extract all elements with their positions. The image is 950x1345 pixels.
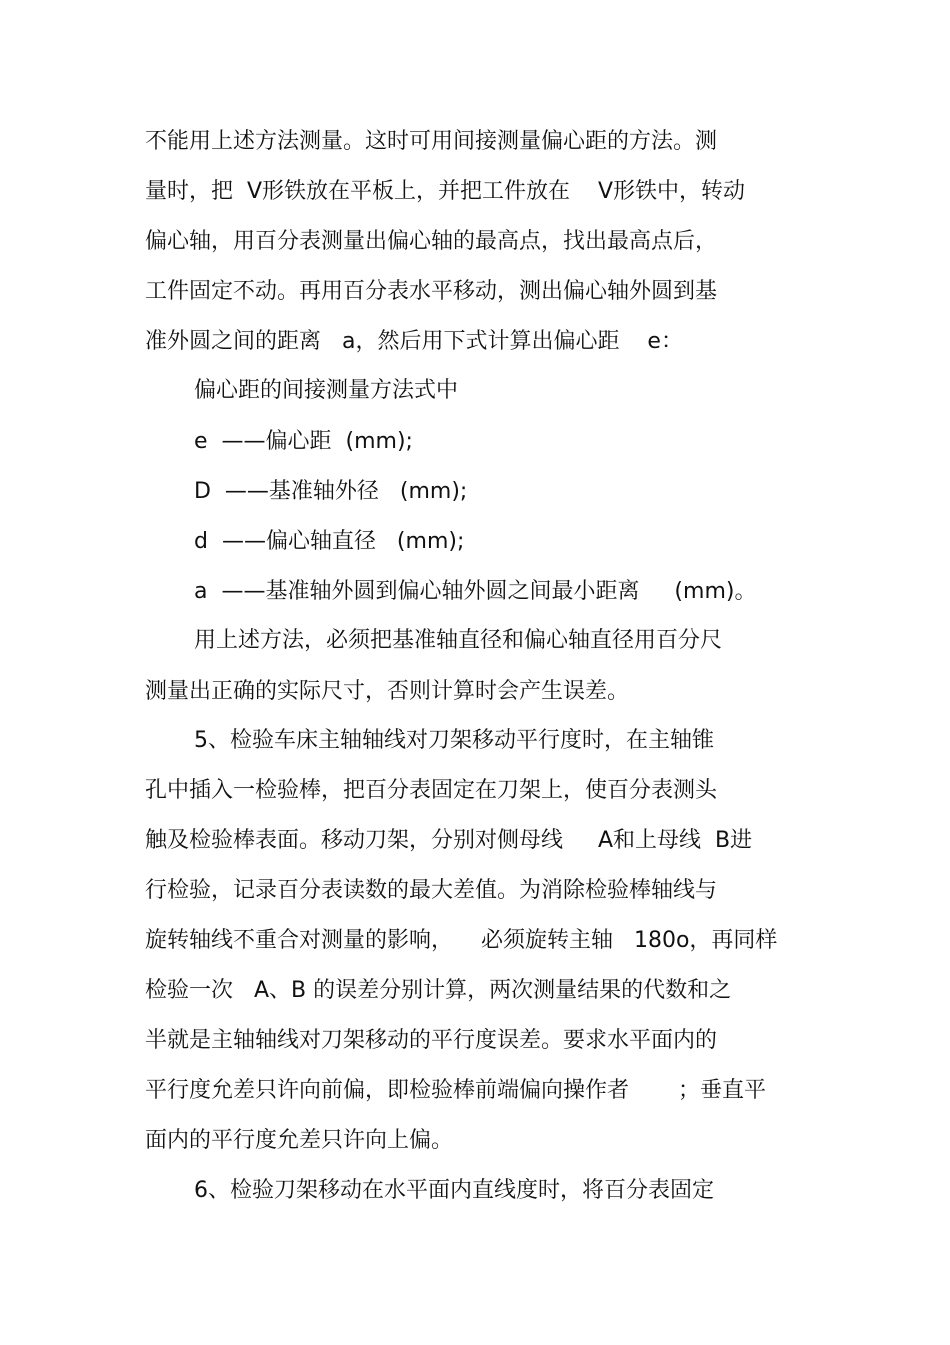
text-line-3: 偏心轴，用百分表测量出偏心轴的最高点，找出最高点后，: [145, 229, 718, 254]
text-line-2: 量时，把 V形铁放在平板上，并把工件放在 V形铁中，转动: [145, 179, 746, 204]
text-line-4: 工件固定不动。再用百分表水平移动，测出偏心轴外圆到基: [145, 279, 718, 304]
text-line-10: a ——基准轴外圆到偏心轴外圆之间最小距离 (mm)。: [194, 579, 757, 604]
text-line-20: 平行度允差只许向前偏，即检验棒前端偏向操作者 ；垂直平: [145, 1078, 766, 1103]
text-line-9: d ——偏心轴直径 (mm);: [194, 529, 465, 554]
text-line-14: 孔中插入一检验棒，把百分表固定在刀架上，使百分表测头: [145, 778, 718, 803]
text-line-1: 不能用上述方法测量。这时可用间接测量偏心距的方法。测: [145, 129, 718, 154]
text-line-11: 用上述方法，必须把基准轴直径和偏心轴直径用百分尺: [194, 628, 723, 653]
text-line-7: e ——偏心距 (mm);: [194, 429, 413, 454]
text-line-18: 检验一次 A、B 的误差分别计算，两次测量结果的代数和之: [145, 978, 732, 1003]
text-line-21: 面内的平行度允差只许向上偏。: [145, 1128, 454, 1153]
text-line-12: 测量出正确的实际尺寸，否则计算时会产生误差。: [145, 679, 630, 704]
text-line-17: 旋转轴线不重合对测量的影响， 必须旋转主轴 180o，再同样: [145, 928, 778, 953]
text-line-22: 6、检验刀架移动在水平面内直线度时，将百分表固定: [194, 1178, 714, 1203]
text-line-8: D ——基准轴外径 (mm);: [194, 479, 468, 504]
text-line-19: 半就是主轴轴线对刀架移动的平行度误差。要求水平面内的: [145, 1028, 718, 1053]
text-line-15: 触及检验棒表面。移动刀架，分别对侧母线 A和上母线 B进: [145, 828, 753, 853]
text-line-5: 准外圆之间的距离 a，然后用下式计算出偏心距 e：: [145, 329, 683, 354]
text-line-16: 行检验，记录百分表读数的最大差值。为消除检验棒轴线与: [145, 878, 718, 903]
text-line-13: 5、检验车床主轴轴线对刀架移动平行度时，在主轴锥: [194, 728, 714, 753]
text-line-6: 偏心距的间接测量方法式中: [194, 378, 459, 403]
